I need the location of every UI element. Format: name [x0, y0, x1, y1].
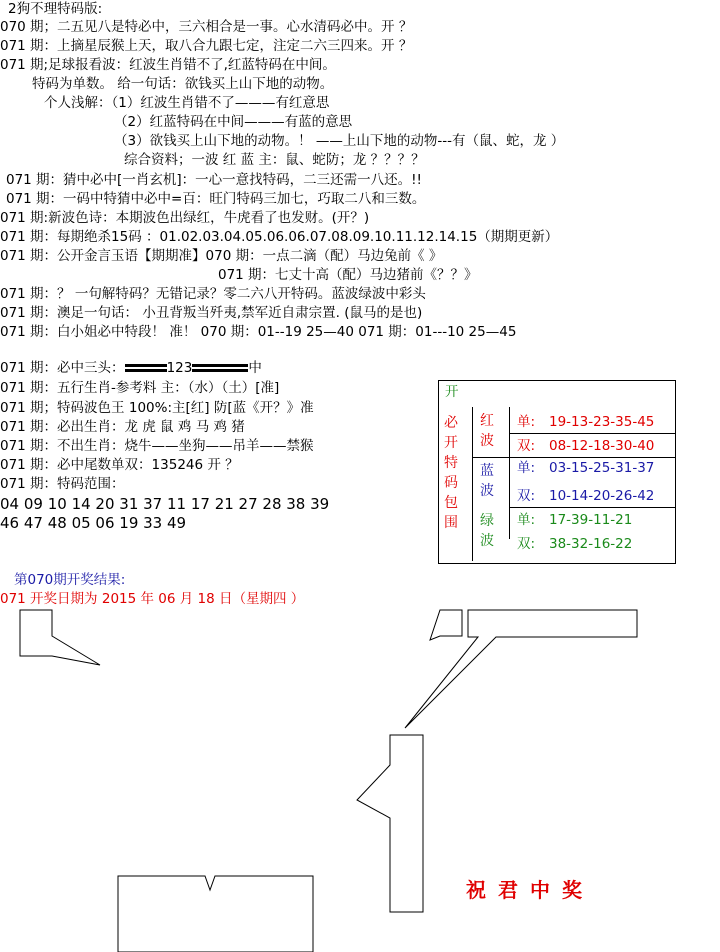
- santou-line: [0, 359, 262, 377]
- group-green-label: 绿波: [480, 513, 494, 549]
- red-odd-tag: 单:: [517, 414, 536, 430]
- red-even-tag: 双:: [517, 438, 536, 454]
- divider: [509, 433, 675, 434]
- draw-date: 071 开奖日期为 2015 年 06 月 18 日（星期四 ）: [0, 591, 305, 607]
- tip-line-2: 071 期：上摘星辰猴上天，取八合九跟七定，注定二六三四来。开 ？: [0, 38, 413, 54]
- tip-line-13: 071 期：公开金言玉语【期期准】070 期：一点二滴（配）马边兔前《 》: [0, 248, 443, 264]
- tip-line-8: 综合资料；一波 红 蓝 主：鼠、蛇防；龙 ？？？？: [124, 152, 425, 168]
- tip-line-16: 071 期：澳足一句话： 小丑背叛当歼夷,禁军近自肃宗置. (鼠马的是也): [0, 305, 423, 321]
- green-even-tag: 双:: [517, 536, 536, 552]
- divider: [472, 457, 675, 458]
- wuxing-line: 071 期：五行生肖-参考料 主：（水）（土）[准]: [0, 380, 280, 396]
- tip-line-11: 071 期:新波色诗：本期波色出绿红，牛虎看了也发财。(开？): [0, 210, 370, 226]
- page-title: 2狗不理特码版:: [8, 1, 103, 17]
- green-even-nums: 38-32-16-22: [549, 536, 633, 552]
- tip-line-3: 071 期;足球报看波：红波生肖错不了,红蓝特码在中间。: [0, 57, 336, 73]
- tip-line-12: 071 期：每期绝杀15码 ：01.02.03.04.05.06.06.07.08.09.10.11.12.14.15（期期更新）: [0, 229, 559, 245]
- buchu-line: 071 期：不出生肖：烧牛——坐狗——吊羊——禁猴: [0, 438, 314, 454]
- result-title: 第070期开奖结果:: [14, 572, 126, 588]
- fanwei-label: 071 期：特码范围：: [0, 476, 125, 492]
- bose-line: 071 期；特码波色王 100%:主[红] 防[蓝《开？》准: [0, 400, 314, 416]
- callout-shape: [405, 610, 637, 728]
- callout-shape: [20, 610, 100, 665]
- tip-line-10: 071 期：一码中特猜中必中=百：旺门特码三加七，巧取二八和三数。: [6, 191, 426, 207]
- green-odd-tag: 单:: [517, 512, 536, 528]
- fanwei-nums-1: 04 09 10 14 20 31 37 11 17 21 27 28 38 39: [0, 495, 330, 513]
- fanwei-nums-2: 46 47 48 05 06 19 33 49: [0, 514, 187, 532]
- tip-line-4: 特码为单数。 给一句话：欲钱买上山下地的动物。: [32, 76, 334, 92]
- santou-suffix: 中: [248, 360, 262, 376]
- tip-line-9: 071 期：猜中必中[一肖玄机]：一心一意找特码，二三还需一八还。!!: [6, 172, 422, 188]
- blue-even-tag: 双:: [517, 488, 536, 504]
- divider: [509, 407, 510, 539]
- blue-odd-tag: 单:: [517, 460, 536, 476]
- group-blue-label: 蓝波: [480, 463, 494, 499]
- tip-line-5: 个人浅解：（1）红波生肖错不了———有红意思: [44, 95, 330, 111]
- divider: [472, 407, 473, 561]
- green-odd-nums: 17-39-11-21: [549, 512, 633, 528]
- red-odd-nums: 19-13-23-35-45: [549, 414, 655, 430]
- red-even-nums: 08-12-18-30-40: [549, 438, 655, 454]
- callout-shape: [357, 735, 423, 912]
- special-code-table: [438, 380, 676, 564]
- callout-shape: [118, 876, 313, 952]
- tip-line-6: （2）红蓝特码在中间———有蓝的意思: [114, 114, 353, 130]
- bar-icon: [125, 364, 167, 372]
- bar-icon: [192, 364, 248, 372]
- blue-even-nums: 10-14-20-26-42: [549, 488, 655, 504]
- tip-line-17: 071 期：白小姐必中特段！ 准！ 070 期：01--19 25—40 071 期：01---10 25—45: [0, 324, 517, 340]
- divider: [509, 507, 675, 508]
- tip-line-7: （3）欲钱买上山下地的动物。！ ——上山下地的动物---有（鼠、蛇，龙 ）: [114, 133, 565, 149]
- group-red-label: 红波: [480, 413, 494, 449]
- tip-line-14: 071 期：七丈十高（配）马边猪前《？？》: [218, 267, 478, 283]
- table-side-label: 必开特码包围: [444, 415, 458, 531]
- table-header: 开: [445, 384, 459, 400]
- bichu-line: 071 期：必出生肖：龙 虎 鼠 鸡 马 鸡 猪: [0, 419, 245, 435]
- callout-shape: [430, 610, 462, 640]
- blue-odd-nums: 03-15-25-31-37: [549, 460, 655, 476]
- tip-line-15: 071 期：？ 一句解特码？无错记录？零二六八开特码。蓝波绿波中彩头: [0, 286, 426, 302]
- santou-number: 123: [166, 360, 193, 376]
- santou-label: 071 期：必中三头：: [0, 360, 125, 376]
- weishu-line: 071 期：必中尾数单双：135246 开 ？: [0, 457, 239, 473]
- blessing-text: 祝君中奖: [466, 878, 594, 902]
- tip-line-1: 070 期；二五见八是特必中，三六相合是一事。心水清码必中。开 ？: [0, 19, 413, 35]
